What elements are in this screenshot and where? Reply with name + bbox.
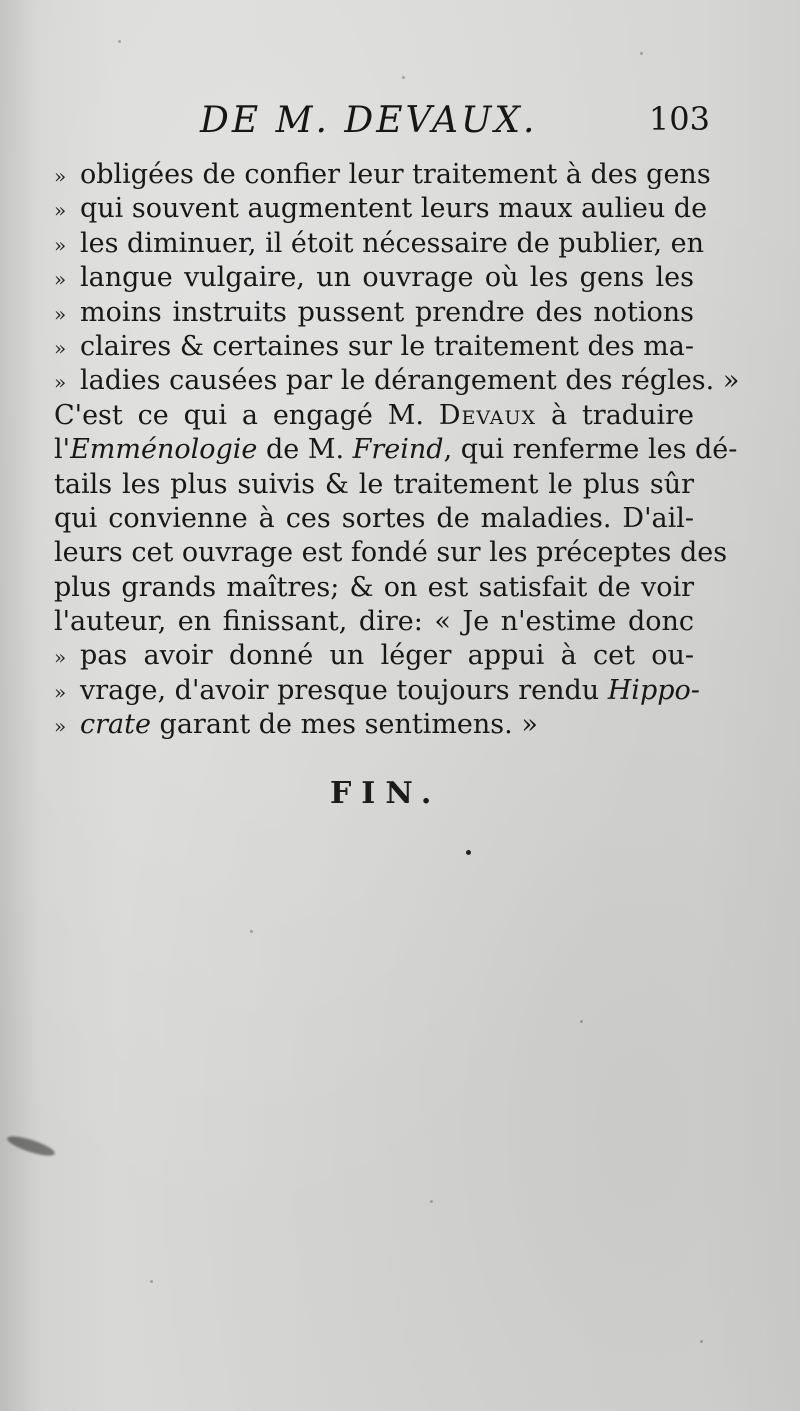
text-line: » ladies causées par le dérangement des régles. »: [54, 364, 694, 398]
quote-mark: »: [54, 232, 67, 257]
paper-speck: [150, 1280, 153, 1283]
text-line: » claires & certaines sur le traitement des ma-: [54, 330, 694, 364]
paper-speck: [430, 1200, 433, 1203]
text-line: » langue vulgaire, un ouvrage où les gens les: [54, 261, 694, 295]
book-title: Emménologie: [70, 434, 258, 466]
text-line: » crate garant de mes sentimens. »: [54, 708, 694, 742]
body-text: [54, 158, 740, 743]
quote-mark: »: [54, 370, 67, 395]
text-line: leurs cet ouvrage est fondé sur les préceptes des: [54, 537, 728, 569]
page-header: [190, 100, 710, 150]
text-line: l'Emménologie de M. Freind, qui renferme les dé-: [54, 434, 738, 466]
author-freind: Freind: [352, 434, 444, 466]
paper-speck: [640, 52, 643, 55]
text-line: plus grands maîtres; & on est satisfait de voir: [54, 571, 694, 603]
ink-dot: [466, 850, 471, 855]
text-line: » les diminuer, il étoit nécessaire de publier, en: [54, 227, 694, 261]
running-head: DE M. DEVAUX.: [200, 100, 538, 141]
text-line: » obligées de confier leur traitement à des gens: [54, 158, 694, 192]
text-line: qui convienne à ces sortes de maladies. D'ail-: [54, 502, 694, 534]
paper-speck: [580, 1020, 583, 1023]
text-line: » qui souvent augmentent leurs maux aulieu de: [54, 192, 694, 226]
quote-mark: »: [54, 714, 67, 739]
ink-smudge: [5, 1133, 56, 1160]
quote-mark: »: [54, 679, 67, 704]
paper-speck: [250, 930, 253, 933]
bleed-through-text: [60, 690, 720, 1070]
quote-mark: »: [54, 164, 67, 188]
paper-speck: [700, 1340, 703, 1343]
end-mark: FIN.: [330, 776, 442, 811]
quote-mark: »: [54, 267, 67, 292]
text-line: » pas avoir donné un léger appui à cet ou-: [54, 639, 694, 673]
quote-mark: »: [54, 198, 67, 223]
text-line: » moins instruits pussent prendre des notions: [54, 296, 694, 330]
paper-speck: [118, 40, 121, 43]
quote-mark: »: [54, 645, 67, 670]
hippocrate-italic: Hippo-: [607, 674, 700, 706]
author-name: Devaux: [438, 399, 537, 431]
quote-mark: »: [54, 301, 67, 326]
text-line: tails les plus suivis & le traitement le plus sûr: [54, 468, 694, 500]
text-line: l'auteur, en finissant, dire: « Je n'estime donc: [54, 606, 694, 638]
paper-speck: [402, 76, 405, 79]
quote-mark: »: [54, 335, 67, 360]
text-line: C'est ce qui a engagé M. Devaux à traduire: [54, 399, 695, 431]
text-line: » vrage, d'avoir presque toujours rendu Hippo-: [54, 674, 694, 708]
page-number: 103: [648, 100, 710, 138]
